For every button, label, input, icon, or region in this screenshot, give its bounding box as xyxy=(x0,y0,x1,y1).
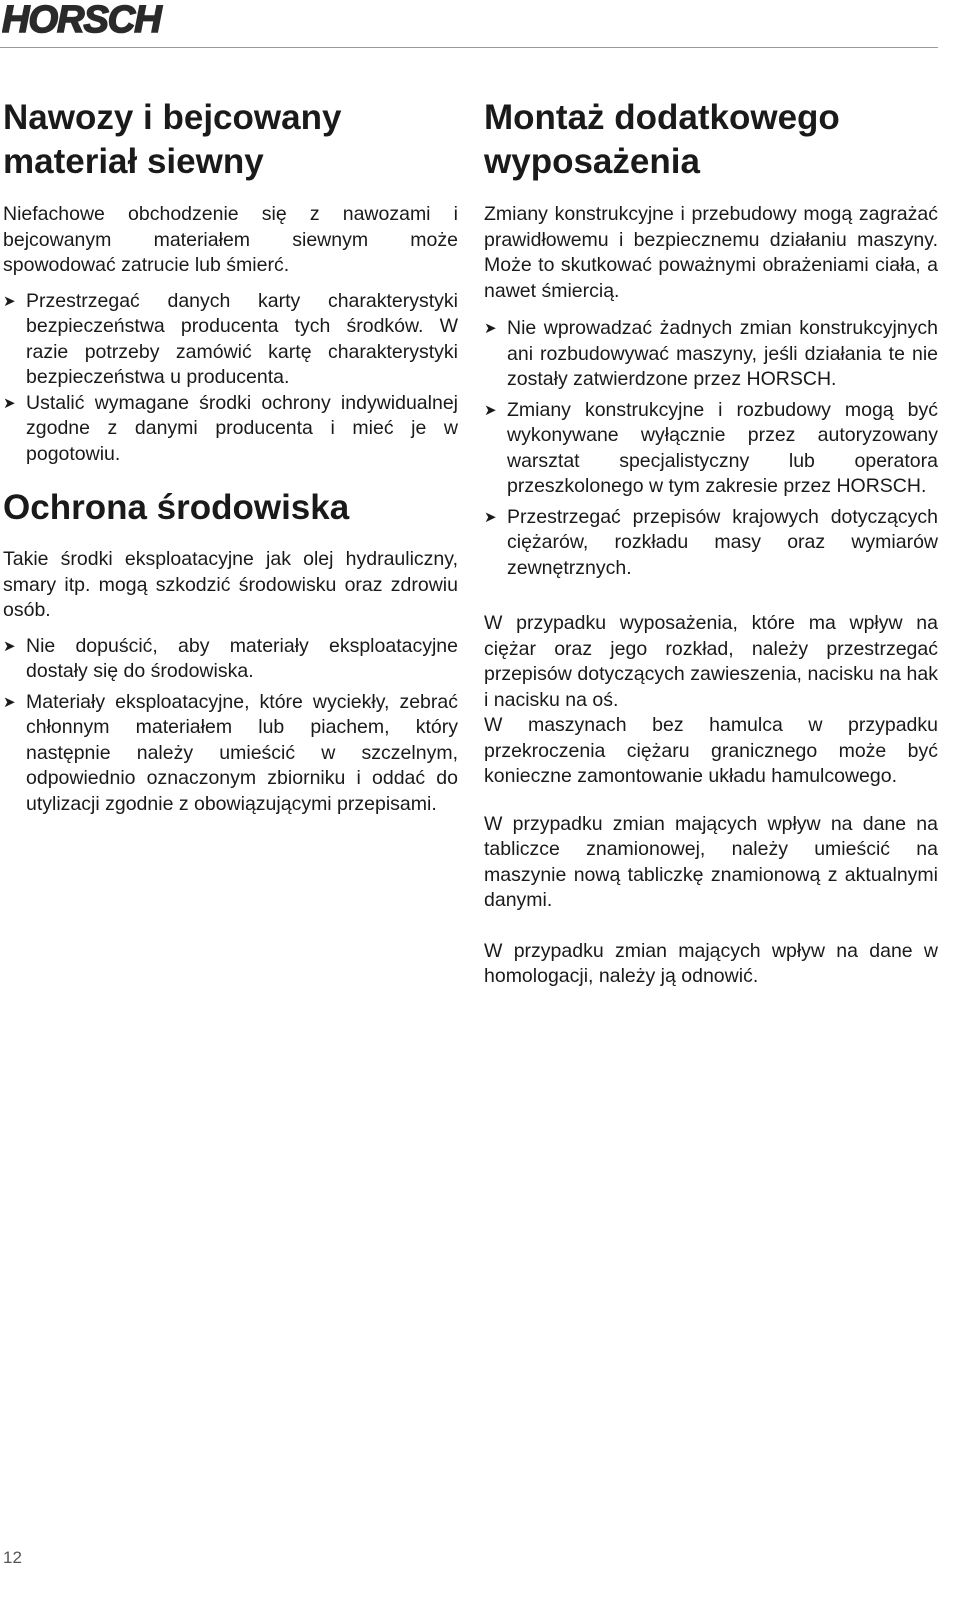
arrowhead-right-icon: ➤ xyxy=(3,693,16,711)
section-fertilizers xyxy=(3,96,458,467)
arrowhead-right-icon: ➤ xyxy=(484,320,497,337)
list-item xyxy=(3,634,458,685)
list-item xyxy=(484,316,938,393)
section-intro-additional-equipment: Zmiany konstrukcyjne i przebudowy mogą zagrażać prawidłowemu i bezpiecznemu działaniu maszyny. Może to skutkować poważnymi obrażeniami ciała, a nawet śmiercią. xyxy=(484,203,938,302)
list-item xyxy=(484,505,938,582)
arrowhead-right-icon: ➤ xyxy=(484,508,497,526)
page-number: 12 xyxy=(3,1548,22,1567)
right-column xyxy=(484,96,938,990)
section-title-environment: Ochrona środowiska xyxy=(3,488,350,527)
svg-text:HORSCH: HORSCH xyxy=(2,0,161,38)
list-item-text: Nie wprowadzać żadnych zmian konstrukcyjnych ani rozbudowywać maszyny, jeśli działania te nie zostały zatwierdzone przez HORSCH. xyxy=(507,317,938,390)
arrowhead-right-icon: ➤ xyxy=(3,637,16,655)
list-item-text: Ustalić wymagane środki ochrony indywidualnej zgodne z danymi producenta i mieć je w pogotowiu. xyxy=(26,391,458,465)
list-item xyxy=(3,289,458,391)
list-item-text: Zmiany konstrukcyjne i rozbudowy mogą być wykonywane wyłącznie przez autoryzowany warsztat specjalistyczny lub operatora przeszkolonego w tym zakresie przez HORSCH. xyxy=(507,398,938,497)
arrowhead-right-icon: ➤ xyxy=(3,292,16,310)
horsch-logo xyxy=(2,0,212,38)
list-item-text: Przestrzegać danych karty charakterystyki bezpieczeństwa producenta tych środków. W razie potrzeby zamówić kartę charakterystyki bezpieczeństwa u producenta. xyxy=(26,289,458,388)
list-item xyxy=(3,391,458,468)
bullet-list-environment xyxy=(3,634,458,818)
section-title-fertilizers: Nawozy i bejcowany materiał siewny xyxy=(3,98,342,181)
header-divider xyxy=(0,47,938,48)
horsch-logo-graphic xyxy=(2,0,212,38)
list-item-text: Materiały eksploatacyjne, które wyciekły, zebrać chłonnym materiałem lub piachem, który następnie należy umieścić w szczelnym, odpowiednio oznaczonym zbiorniku i oddać do utylizacji zgodnie z obowiązującymi przepisami. xyxy=(26,690,458,815)
list-item-text: Nie dopuścić, aby materiały eksploatacyjne dostały się do środowiska. xyxy=(26,634,458,682)
bullet-list-fertilizers xyxy=(3,289,458,468)
paragraph-homologation: W przypadku zmian mających wpływ na dane w homologacji, należy ją odnowić. xyxy=(484,939,938,987)
left-column xyxy=(3,96,458,817)
arrowhead-right-icon: ➤ xyxy=(484,401,497,419)
arrowhead-right-icon: ➤ xyxy=(3,394,16,412)
list-item xyxy=(3,690,458,818)
list-item-text: Przestrzegać przepisów krajowych dotyczących ciężarów, rozkładu masy oraz wymiarów zewnętrznych. xyxy=(507,505,938,579)
section-intro-fertilizers: Niefachowe obchodzenie się z nawozami i bejcowanym materiałem siewnym może spowodować zatrucie lub śmierć. xyxy=(3,203,458,276)
section-environment xyxy=(3,486,458,817)
list-item xyxy=(484,398,938,500)
bullet-list-additional-equipment xyxy=(484,316,938,581)
section-additional-equipment xyxy=(484,96,938,990)
section-title-additional-equipment: Montaż dodatkowego wyposażenia xyxy=(484,98,840,181)
paragraph-brakes: W maszynach bez hamulca w przypadku przekroczenia ciężaru granicznego może być konieczne zamontowanie układu hamulcowego. xyxy=(484,714,938,787)
paragraph-nameplate: W przypadku zmian mających wpływ na dane na tabliczce znamionowej, należy umieścić na maszynie nową tabliczkę znamionową z aktualnymi danymi. xyxy=(484,812,938,911)
page-header xyxy=(0,0,960,50)
section-intro-environment: Takie środki eksploatacyjne jak olej hydrauliczny, smary itp. mogą szkodzić środowisku oraz zdrowiu osób. xyxy=(3,548,458,621)
paragraph-weight: W przypadku wyposażenia, które ma wpływ na ciężar oraz jego rozkład, należy przestrzegać przepisów dotyczących zawieszenia, nacisku na hak i nacisku na oś. xyxy=(484,612,938,711)
